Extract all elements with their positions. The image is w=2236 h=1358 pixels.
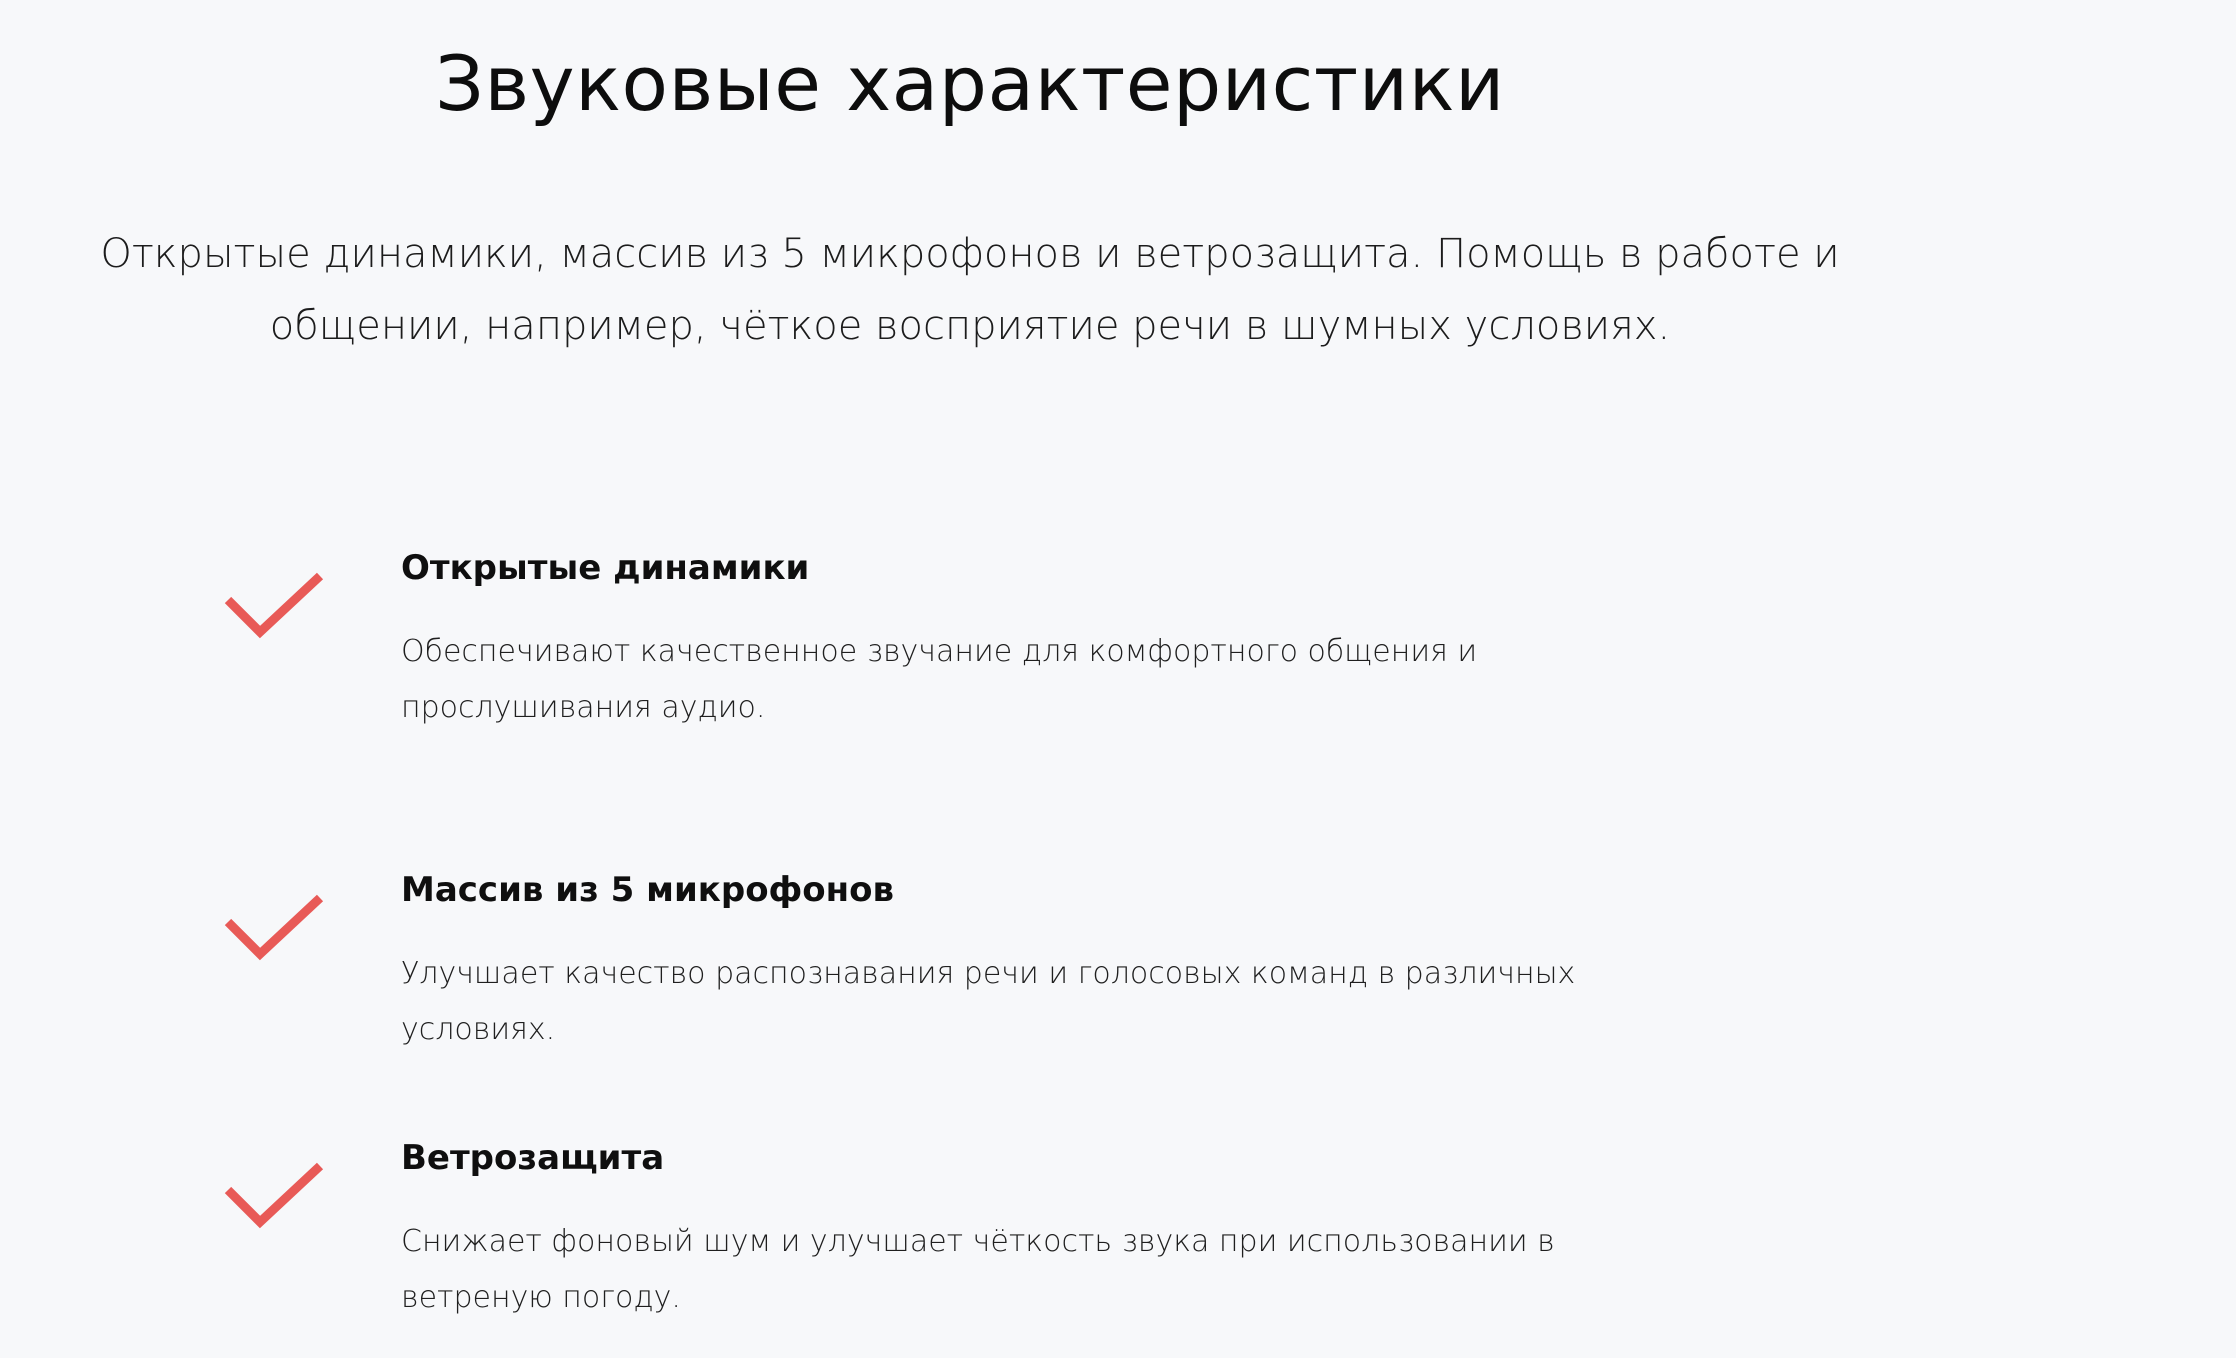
feature-description: Улучшает качество распознавания речи и голосовых команд в различных условиях. <box>401 956 1576 1047</box>
page-title: Звуковые характеристики <box>435 39 1505 128</box>
feature-title: Открытые динамики <box>401 548 810 588</box>
feature-description: Обеспечивают качественное звучание для комфортного общения и прослушивания аудио. <box>401 634 1478 725</box>
checkmark-icon <box>222 892 326 974</box>
checkmark-icon <box>222 1160 326 1242</box>
checkmark-icon <box>222 570 326 652</box>
feature-title: Массив из 5 микрофонов <box>401 870 895 910</box>
intro-text: Открытые динамики, массив из 5 микрофонов и ветрозащита. Помощь в работе и общении, например, чёткое восприятие речи в шумных условиях. <box>100 231 1840 349</box>
feature-description: Снижает фоновый шум и улучшает чёткость звука при использовании в ветреную погоду. <box>401 1224 1555 1315</box>
feature-title: Ветрозащита <box>401 1138 665 1178</box>
